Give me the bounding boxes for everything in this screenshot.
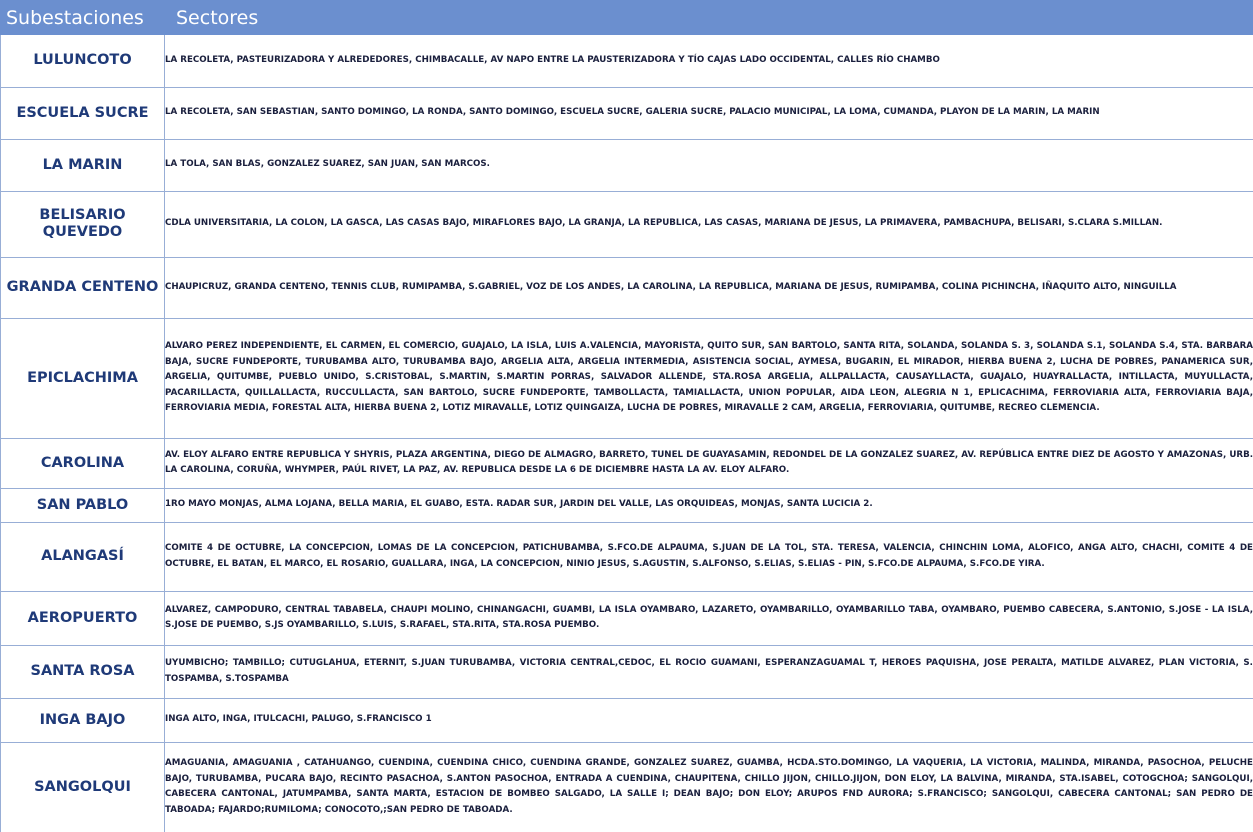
sector-list: UYUMBICHO; TAMBILLO; CUTUGLAHUA, ETERNIT, S.JUAN TURUBAMBA, VICTORIA CENTRAL,CEDOC, EL ROCIO GUAMANI, ESPERANZAGUAMAL T, HEROES PAQUISHA, JOSE PERALTA, MATILDE ALVAREZ, PLAN VICTORIA, S. TOSPAMBA, S.TOSPAMBA xyxy=(165,645,1253,698)
substation-name: INGA BAJO xyxy=(1,698,165,742)
sector-list: CDLA UNIVERSITARIA, LA COLON, LA GASCA, LAS CASAS BAJO, MIRAFLORES BAJO, LA GRANJA, LA REPUBLICA, LAS CASAS, MARIANA DE JESUS, LA PRIMAVERA, PAMBACHUPA, BELISARI, S.CLARA S.MILLAN. xyxy=(165,191,1253,257)
header-sectors: Sectores xyxy=(176,6,259,29)
table-row xyxy=(1,645,1253,698)
substation-name: ALANGASÍ xyxy=(1,522,165,591)
substation-name: CAROLINA xyxy=(1,438,165,488)
substation-name: BELISARIO QUEVEDO xyxy=(1,191,165,257)
header-substations: Subestaciones xyxy=(6,6,144,29)
table-row xyxy=(1,318,1253,438)
table-row xyxy=(1,139,1253,191)
substation-name: LULUNCOTO xyxy=(1,35,165,87)
sector-list: COMITE 4 DE OCTUBRE, LA CONCEPCION, LOMAS DE LA CONCEPCION, PATICHUBAMBA, S.FCO.DE ALPAUMA, S.JUAN DE LA TOL, STA. TERESA, VALENCIA, CHINCHIN LOMA, ALOFICO, ANGA ALTO, CHACHI, COMITE 4 DE OCTUBRE, EL BATAN, EL MARCO, EL ROSARIO, GUALLARA, INGA, LA CONCEPCION, NINIO JESUS, S.AGUSTIN, S.ALFONSO, S.ELIAS, S.ELIAS - PIN, S.FCO.DE ALPAUMA, S.FCO.DE YIRA. xyxy=(165,522,1253,591)
sector-list: ALVAREZ, CAMPODURO, CENTRAL TABABELA, CHAUPI MOLINO, CHINANGACHI, GUAMBI, LA ISLA OYAMBARO, LAZARETO, OYAMBARILLO, OYAMBARILLO TABA, OYAMBARO, PUEMBO CABECERA, S.ANTONIO, S.JOSE - LA ISLA, S.JOSE DE PUEMBO, S.JS OYAMBARILLO, S.LUIS, S.RAFAEL, STA.RITA, STA.ROSA PUEMBO. xyxy=(165,591,1253,645)
substation-name: SAN PABLO xyxy=(1,488,165,522)
sector-list: LA TOLA, SAN BLAS, GONZALEZ SUAREZ, SAN JUAN, SAN MARCOS. xyxy=(165,139,1253,191)
table-row xyxy=(1,257,1253,318)
substation-name: SANGOLQUI xyxy=(1,742,165,832)
sector-list: 1RO MAYO MONJAS, ALMA LOJANA, BELLA MARIA, EL GUABO, ESTA. RADAR SUR, JARDIN DEL VALLE, LAS ORQUIDEAS, MONJAS, SANTA LUCICIA 2. xyxy=(165,488,1253,522)
substation-name: AEROPUERTO xyxy=(1,591,165,645)
table-row xyxy=(1,698,1253,742)
substation-name: ESCUELA SUCRE xyxy=(1,87,165,139)
sector-list: AV. ELOY ALFARO ENTRE REPUBLICA Y SHYRIS, PLAZA ARGENTINA, DIEGO DE ALMAGRO, BARRETO, TUNEL DE GUAYASAMIN, REDONDEL DE LA GONZALEZ SUAREZ, AV. REPÚBLICA ENTRE DIEZ DE AGOSTO Y AMAZONAS, URB. LA CAROLINA, CORUÑA, WHYMPER, PAÚL RIVET, LA PAZ, AV. REPUBLICA DESDE LA 6 DE DICIEMBRE HASTA LA AV. ELOY ALFARO. xyxy=(165,438,1253,488)
table-row xyxy=(1,35,1253,87)
table-row xyxy=(1,522,1253,591)
table-header xyxy=(0,0,1253,35)
sector-list: CHAUPICRUZ, GRANDA CENTENO, TENNIS CLUB, RUMIPAMBA, S.GABRIEL, VOZ DE LOS ANDES, LA CAROLINA, LA REPUBLICA, MARIANA DE JESUS, RUMIPAMBA, COLINA PICHINCHA, IÑAQUITO ALTO, NINGUILLA xyxy=(165,257,1253,318)
substation-name: LA MARIN xyxy=(1,139,165,191)
table-row xyxy=(1,191,1253,257)
substation-name: SANTA ROSA xyxy=(1,645,165,698)
substation-name: EPICLACHIMA xyxy=(1,318,165,438)
sector-list: INGA ALTO, INGA, ITULCACHI, PALUGO, S.FRANCISCO 1 xyxy=(165,698,1253,742)
table-body xyxy=(0,35,1253,832)
table-row xyxy=(1,87,1253,139)
sector-list: ALVARO PEREZ INDEPENDIENTE, EL CARMEN, EL COMERCIO, GUAJALO, LA ISLA, LUIS A.VALENCIA, MAYORISTA, QUITO SUR, SAN BARTOLO, SANTA RITA, SOLANDA, SOLANDA S. 3, SOLANDA S.1, SOLANDA S.4, STA. BARBARA BAJA, SUCRE FUNDEPORTE, TURUBAMBA ALTO, TURUBAMBA BAJO, ARGELIA ALTA, ARGELIA INTERMEDIA, ASISTENCIA SOCIAL, AYMESA, BUGARIN, EL MIRADOR, HIERBA BUENA 2, LUCHA DE POBRES, PANAMERICA SUR, ARGELIA, QUITUMBE, PUEBLO UNIDO, S.CRISTOBAL, S.MARTIN, S.MARTIN PORRAS, SALVADOR ALLENDE, STA.ROSA ARGELIA, ALLPALLACTA, CAUSAYLLACTA, GUAJALO, HUAYRALLACTA, INTILLACTA, MUYULLACTA, PACARILLACTA, QUILLALLACTA, RUCCULLACTA, SAN BARTOLO, SUCRE FUNDEPORTE, TAMBOLLACTA, TAMIALLACTA, UNION POPULAR, AIDA LEON, ALEGRIA N 1, EPLICACHIMA, FERROVIARIA ALTA, FERROVIARIA BAJA, FERROVIARIA MEDIA, FORESTAL ALTA, HIERBA BUENA 2, LOTIZ MIRAVALLE, LOTIZ QUINGAIZA, LUCHA DE POBRES, MIRAVALLE 2 CAM, ARGELIA, FERROVIARIA, QUITUMBE, RECREO CLEMENCIA. xyxy=(165,318,1253,438)
sector-list: LA RECOLETA, PASTEURIZADORA Y ALREDEDORES, CHIMBACALLE, AV NAPO ENTRE LA PAUSTERIZADORA Y TÍO CAJAS LADO OCCIDENTAL, CALLES RÍO CHAMBO xyxy=(165,35,1253,87)
substation-name: GRANDA CENTENO xyxy=(1,257,165,318)
table-row xyxy=(1,438,1253,488)
table-row xyxy=(1,488,1253,522)
sector-list: AMAGUANIA, AMAGUANIA , CATAHUANGO, CUENDINA, CUENDINA CHICO, CUENDINA GRANDE, GONZALEZ SUAREZ, GUAMBA, HCDA.STO.DOMINGO, LA VAQUERIA, LA VICTORIA, MALINDA, MIRANDA, PASOCHOA, PELUCHE BAJO, TURUBAMBA, PUCARA BAJO, RECINTO PASACHOA, S.ANTON PASOCHOA, ENTRADA A CUENDINA, CHAUPITENA, CHILLO JIJON, CHILLO.JIJON, DON ELOY, LA BALVINA, MIRANDA, STA.ISABEL, COTOGCHOA; SANGOLQUI, CABECERA CANTONAL, JATUMPAMBA, SANTA MARTA, ESTACION DE BOMBEO SALGADO, LA SALLE I; DEAN BAJO; DON ELOY; ARUPOS FND AURORA; S.FRANCISCO; SANGOLQUI, CABECERA CANTONAL; SAN PEDRO DE TABOADA; FAJARDO;RUMILOMA; CONOCOTO,;SAN PEDRO DE TABOADA. xyxy=(165,742,1253,832)
table-row xyxy=(1,591,1253,645)
sector-list: LA RECOLETA, SAN SEBASTIAN, SANTO DOMINGO, LA RONDA, SANTO DOMINGO, ESCUELA SUCRE, GALERIA SUCRE, PALACIO MUNICIPAL, LA LOMA, CUMANDA, PLAYON DE LA MARIN, LA MARIN xyxy=(165,87,1253,139)
table-row xyxy=(1,742,1253,832)
